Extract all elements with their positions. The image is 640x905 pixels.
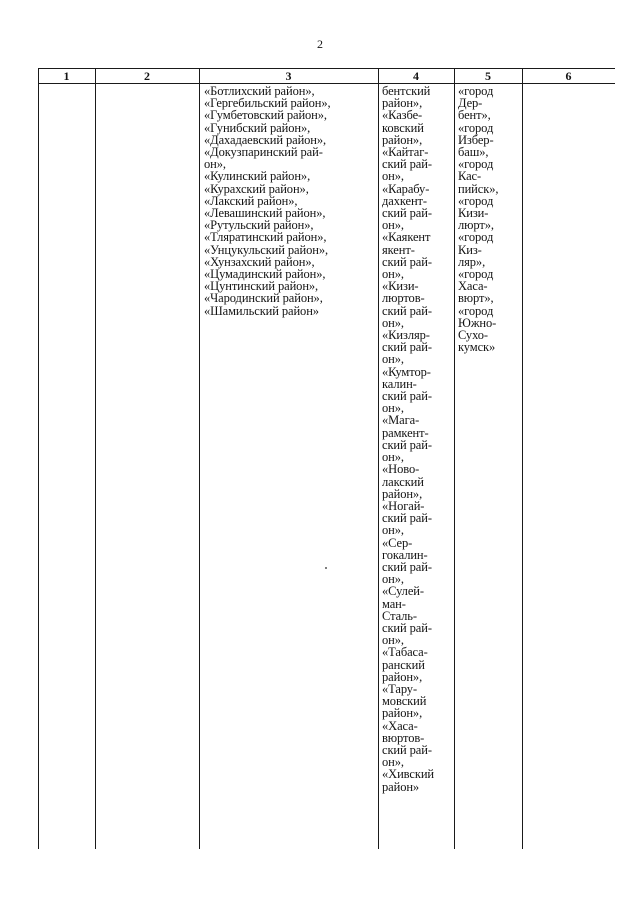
scan-speck bbox=[325, 567, 327, 569]
cell-line: Сталь- bbox=[382, 608, 417, 623]
cell-line: он», bbox=[382, 267, 404, 282]
cell-line: он», bbox=[382, 523, 404, 538]
cell-line: «город bbox=[458, 157, 494, 172]
column-5-cell bbox=[458, 85, 498, 353]
cell-line: он», bbox=[382, 572, 404, 587]
cell-line: «Кизи- bbox=[382, 279, 419, 294]
column-divider bbox=[454, 68, 455, 849]
cell-line: район», bbox=[382, 706, 423, 721]
cell-line: баш», bbox=[458, 145, 489, 160]
cell-line: бент», bbox=[458, 108, 491, 123]
cell-line: он», bbox=[382, 450, 404, 465]
cell-line: «город bbox=[458, 84, 494, 98]
cell-line: кумск» bbox=[458, 340, 496, 355]
cell-line: Южно- bbox=[458, 315, 497, 330]
cell-line: «Цумадинский район», bbox=[204, 267, 326, 282]
cell-line: калин- bbox=[382, 376, 417, 391]
cell-line: он», bbox=[382, 352, 404, 367]
column-header-5: 5 bbox=[485, 69, 491, 83]
cell-line: «Ново- bbox=[382, 462, 420, 477]
cell-line: ский рай- bbox=[382, 437, 432, 452]
column-divider bbox=[38, 68, 39, 849]
cell-line: «Ботлихский район», bbox=[204, 84, 315, 98]
cell-line: он», bbox=[382, 401, 404, 416]
cell-line: рамкент- bbox=[382, 425, 429, 440]
cell-line: Дер- bbox=[458, 96, 483, 111]
cell-line: он», bbox=[382, 755, 404, 770]
column-header-3: 3 bbox=[285, 69, 292, 83]
header-bottom-border bbox=[38, 83, 615, 84]
cell-line: ский рай- bbox=[382, 389, 432, 404]
cell-line: якент- bbox=[382, 242, 415, 257]
cell-line: «Мага- bbox=[382, 413, 420, 428]
cell-line: лакский bbox=[382, 474, 424, 489]
cell-line: «Лакский район», bbox=[204, 193, 298, 208]
document-table bbox=[38, 68, 615, 849]
cell-line: ковский bbox=[382, 120, 424, 135]
cell-line: «Каякент bbox=[382, 230, 431, 245]
cell-line: «Тляратинский район», bbox=[204, 230, 327, 245]
cell-line: «Сулей- bbox=[382, 584, 424, 599]
column-divider bbox=[522, 68, 523, 849]
table-top-border bbox=[38, 68, 615, 69]
column-3-cell bbox=[204, 85, 331, 317]
cell-line: ский рай- bbox=[382, 340, 432, 355]
cell-line: «Хивский bbox=[382, 767, 434, 782]
cell-line: «Кайтаг- bbox=[382, 145, 429, 160]
cell-line: «Докузпаринский рай- bbox=[204, 145, 323, 160]
cell-line: мовский bbox=[382, 694, 427, 709]
cell-line: вюртов- bbox=[382, 730, 425, 745]
cell-line: «Тару- bbox=[382, 681, 418, 696]
cell-line: ский рай- bbox=[382, 157, 432, 172]
cell-line: ский рай- bbox=[382, 254, 432, 269]
column-divider bbox=[378, 68, 379, 849]
cell-line: «Казбе- bbox=[382, 108, 423, 123]
cell-line: «Кумтор- bbox=[382, 364, 431, 379]
cell-line: «Гергебильский район», bbox=[204, 96, 331, 111]
cell-line: «Гумбетовский район», bbox=[204, 108, 327, 123]
cell-line: «город bbox=[458, 267, 494, 282]
cell-line: «Чародинский район», bbox=[204, 291, 323, 306]
cell-line: «Курахский район», bbox=[204, 181, 309, 196]
column-divider bbox=[199, 68, 200, 849]
cell-line: район», bbox=[382, 96, 423, 111]
cell-line: ский рай- bbox=[382, 206, 432, 221]
cell-line: он», bbox=[204, 157, 226, 172]
cell-line: Киз- bbox=[458, 242, 482, 257]
column-header-4: 4 bbox=[413, 69, 419, 83]
cell-line: «Унцукульский район», bbox=[204, 242, 328, 257]
cell-line: «Карабу- bbox=[382, 181, 430, 196]
cell-line: он», bbox=[382, 633, 404, 648]
cell-line: «Кизляр- bbox=[382, 328, 430, 343]
cell-line: «Хунзахский район», bbox=[204, 254, 315, 269]
cell-line: «Цунтинский район», bbox=[204, 279, 319, 294]
cell-line: Избер- bbox=[458, 132, 494, 147]
cell-line: район», bbox=[382, 132, 423, 147]
cell-line: «Гунибский район», bbox=[204, 120, 311, 135]
cell-line: он», bbox=[382, 169, 404, 184]
cell-line: Кизи- bbox=[458, 206, 489, 221]
cell-line: «Шамильский район» bbox=[204, 303, 319, 318]
cell-line: люрт», bbox=[458, 218, 494, 233]
cell-line: район» bbox=[382, 779, 420, 794]
cell-line: «Сер- bbox=[382, 535, 413, 550]
cell-line: «Ногай- bbox=[382, 498, 425, 513]
cell-line: «город bbox=[458, 120, 494, 135]
cell-line: дахкент- bbox=[382, 193, 427, 208]
column-header-2: 2 bbox=[144, 69, 150, 83]
cell-line: ский рай- bbox=[382, 303, 432, 318]
cell-line: «Дахадаевский район», bbox=[204, 132, 327, 147]
cell-line: «Хаса- bbox=[382, 718, 418, 733]
column-header-1: 1 bbox=[63, 69, 70, 83]
cell-line: пийск», bbox=[458, 181, 499, 196]
cell-line: ский рай- bbox=[382, 559, 432, 574]
cell-line: «Кулинский район», bbox=[204, 169, 311, 184]
cell-line: «Левашинский район», bbox=[204, 206, 326, 221]
cell-line: ман- bbox=[382, 596, 406, 611]
cell-line: район», bbox=[382, 669, 423, 684]
cell-line: Сухо- bbox=[458, 328, 488, 343]
cell-line: люртов- bbox=[382, 291, 425, 306]
cell-line: «Рутульский район», bbox=[204, 218, 314, 233]
cell-line: район», bbox=[382, 486, 423, 501]
page-number: 2 bbox=[317, 37, 323, 51]
column-divider bbox=[95, 68, 96, 849]
column-4-cell bbox=[382, 85, 434, 793]
cell-line: ляр», bbox=[458, 254, 486, 269]
cell-line: «город bbox=[458, 303, 494, 318]
cell-line: ранский bbox=[382, 657, 425, 672]
cell-line: ский рай- bbox=[382, 511, 432, 526]
cell-line: ский рай- bbox=[382, 742, 432, 757]
column-header-6: 6 bbox=[565, 69, 572, 83]
cell-line: он», bbox=[382, 315, 404, 330]
cell-line: «город bbox=[458, 193, 494, 208]
cell-line: вюрт», bbox=[458, 291, 494, 306]
cell-line: Хаса- bbox=[458, 279, 488, 294]
cell-line: «Табаса- bbox=[382, 645, 428, 660]
cell-line: он», bbox=[382, 218, 404, 233]
cell-line: «город bbox=[458, 230, 494, 245]
cell-line: ский рай- bbox=[382, 620, 432, 635]
cell-line: бентский bbox=[382, 84, 431, 98]
cell-line: гокалин- bbox=[382, 547, 428, 562]
cell-line: Кас- bbox=[458, 169, 482, 184]
